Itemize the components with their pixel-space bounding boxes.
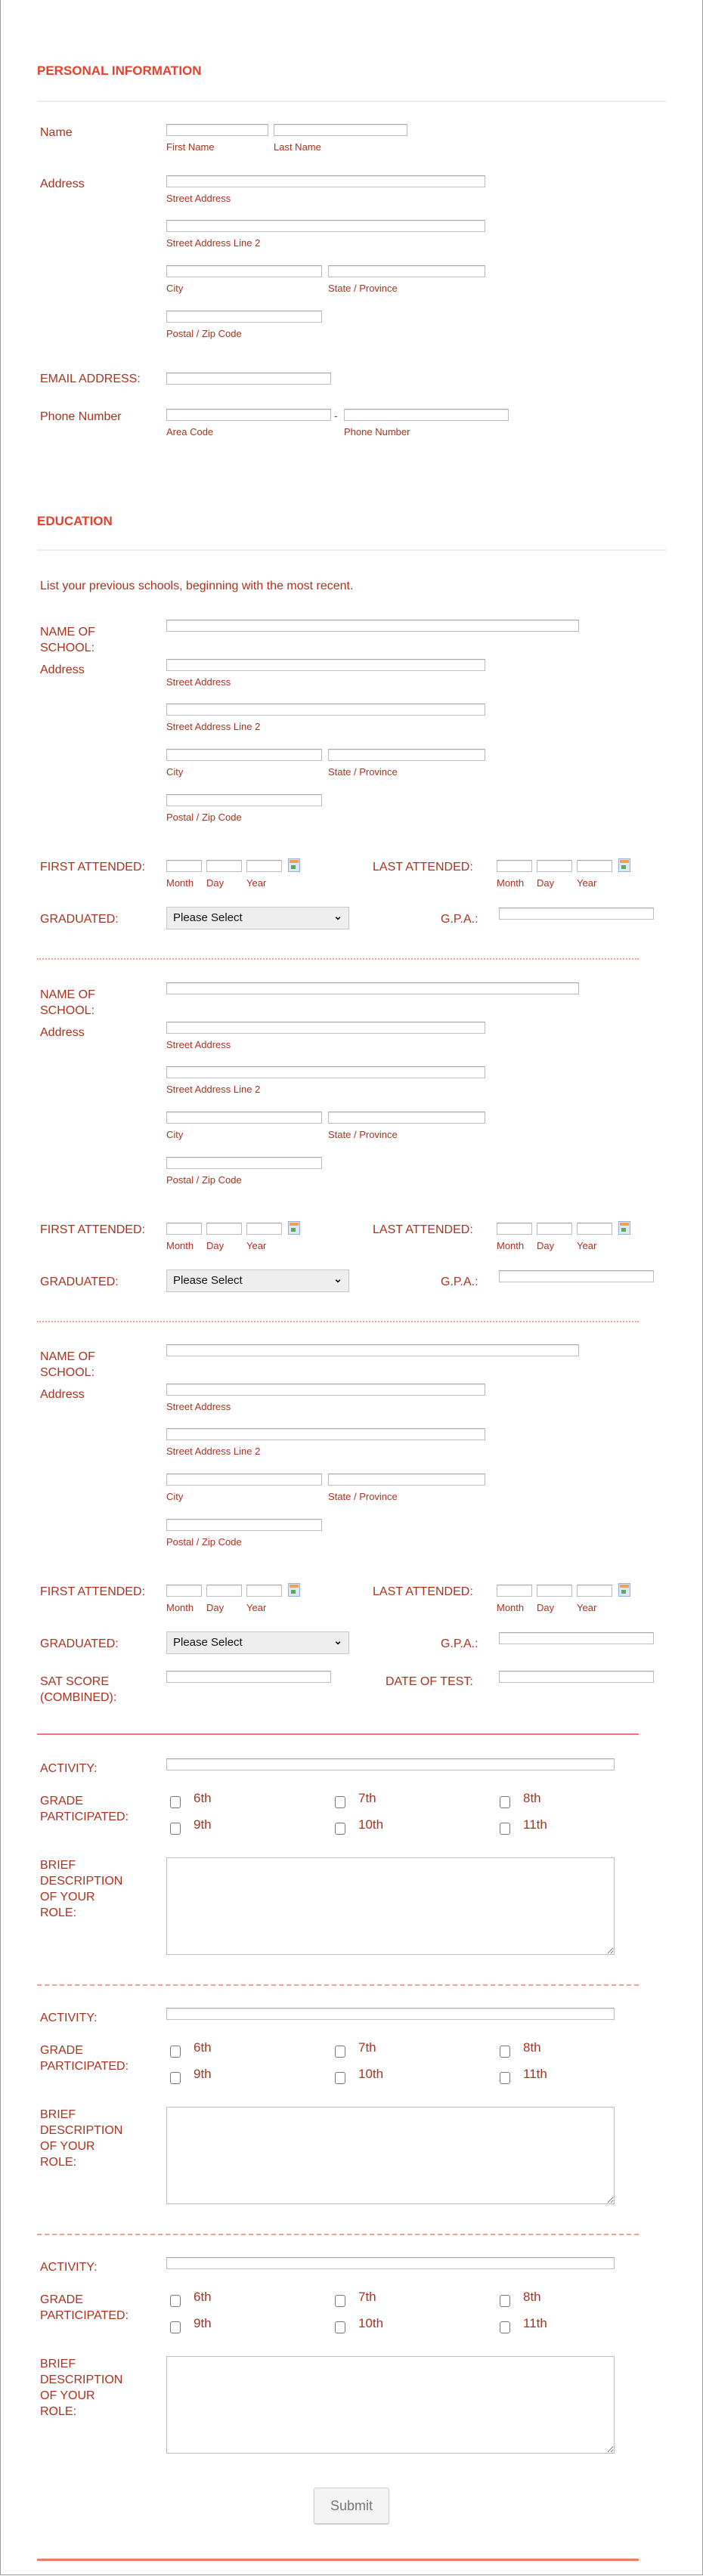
school-street-input[interactable] (166, 1022, 485, 1034)
grade-participated-label: GRADE PARTICIPATED: (40, 1795, 129, 1823)
grade-checkbox-11th[interactable] (500, 2072, 510, 2084)
school-state-input[interactable] (328, 749, 485, 761)
street-address-2-input[interactable] (166, 220, 485, 232)
grade-checkbox-6th[interactable] (170, 1796, 181, 1808)
last-attended-day-input[interactable] (537, 1223, 572, 1235)
calendar-icon[interactable] (288, 858, 300, 872)
year-sublabel: Year (246, 1240, 267, 1251)
grade-checkbox-label: 10th (358, 1817, 384, 1832)
state-input[interactable] (328, 265, 485, 277)
school-city-input[interactable] (166, 1112, 322, 1124)
first-attended-month-input[interactable] (166, 1585, 202, 1597)
role-description-label: BRIEF DESCRIPTION OF YOUR ROLE: (40, 2108, 123, 2169)
graduated-select[interactable] (166, 1269, 349, 1292)
grade-checkbox-label: 6th (194, 1791, 212, 1805)
last-name-input[interactable] (274, 124, 407, 136)
gpa-input[interactable] (499, 1270, 654, 1282)
email-input[interactable] (166, 373, 331, 385)
last-attended-month-input[interactable] (497, 1585, 532, 1597)
graduated-label: GRADUATED: (40, 913, 119, 926)
zip-sublabel: Postal / Zip Code (166, 812, 242, 823)
city-sublabel: City (166, 766, 184, 778)
grade-checkbox-label: 8th (523, 2290, 541, 2304)
day-sublabel: Day (206, 1240, 225, 1251)
grade-checkbox-10th[interactable] (335, 1823, 345, 1835)
school-zip-input[interactable] (166, 1519, 322, 1531)
education-intro: List your previous schools, beginning with the most recent. (40, 580, 354, 592)
education-end-separator (37, 1733, 639, 1735)
first-name-input[interactable] (166, 124, 268, 136)
state-sublabel: State / Province (328, 1491, 398, 1502)
activity-input[interactable] (166, 2257, 615, 2269)
grade-checkbox-8th[interactable] (500, 2295, 510, 2307)
grade-checkbox-10th[interactable] (335, 2321, 345, 2333)
state-sublabel: State / Province (328, 1129, 398, 1140)
calendar-icon[interactable] (618, 1583, 630, 1597)
grade-checkbox-label: 10th (358, 2067, 384, 2081)
first-attended-day-input[interactable] (206, 1223, 242, 1235)
state-sublabel: State / Province (328, 766, 398, 778)
grade-checkbox-9th[interactable] (170, 1823, 181, 1835)
city-sublabel: City (166, 1129, 184, 1140)
chevron-down-icon: ⌄ (333, 1273, 342, 1285)
grade-checkbox-label: 8th (523, 1791, 541, 1805)
grade-checkbox-11th[interactable] (500, 1823, 510, 1835)
grade-checkbox-label: 9th (194, 2316, 212, 2330)
grade-checkbox-7th[interactable] (335, 1796, 345, 1808)
last-attended-month-input[interactable] (497, 860, 532, 872)
grade-checkbox-label: 9th (194, 1817, 212, 1832)
graduated-select[interactable] (166, 907, 349, 929)
street-address-sublabel: Street Address (166, 676, 231, 688)
grade-checkbox-label: 7th (358, 2290, 376, 2304)
role-description-textarea[interactable] (166, 1857, 615, 1955)
graduated-select[interactable] (166, 1631, 349, 1654)
last-attended-label: LAST ATTENDED: (373, 1585, 473, 1598)
graduated-label: GRADUATED: (40, 1637, 119, 1650)
grade-checkbox-label: 11th (523, 1817, 547, 1832)
grade-checkbox-7th[interactable] (335, 2046, 345, 2058)
gpa-label: G.P.A.: (441, 1637, 478, 1650)
date-of-test-label: DATE OF TEST: (386, 1675, 473, 1688)
activity-label: ACTIVITY: (40, 2261, 98, 2274)
grade-checkbox-label: 6th (194, 2290, 212, 2304)
activity-input[interactable] (166, 2008, 615, 2020)
year-sublabel: Year (577, 1602, 597, 1613)
grade-checkbox-8th[interactable] (500, 2046, 510, 2058)
area-code-input[interactable] (166, 409, 331, 421)
day-sublabel: Day (206, 1602, 225, 1613)
grade-checkbox-9th[interactable] (170, 2321, 181, 2333)
footer-line (37, 2559, 639, 2561)
city-sublabel: City (166, 1491, 184, 1502)
zip-input[interactable] (166, 311, 322, 323)
grade-checkbox-label: 11th (523, 2067, 547, 2081)
first-attended-month-input[interactable] (166, 860, 202, 872)
last-attended-label: LAST ATTENDED: (373, 861, 473, 874)
last-attended-day-input[interactable] (537, 860, 572, 872)
graduated-select-value: Please Select (173, 1274, 243, 1287)
gpa-label: G.P.A.: (441, 1276, 478, 1288)
street-address-2-sublabel: Street Address Line 2 (166, 1084, 261, 1095)
role-description-textarea[interactable] (166, 2356, 615, 2454)
last-attended-year-input[interactable] (577, 860, 612, 872)
month-sublabel: Month (166, 877, 194, 889)
first-attended-label: FIRST ATTENDED: (40, 1223, 145, 1236)
chevron-down-icon: ⌄ (333, 1634, 342, 1647)
school-street-2-input[interactable] (166, 704, 485, 716)
last-attended-day-input[interactable] (537, 1585, 572, 1597)
name-label: Name (40, 126, 73, 139)
gpa-label: G.P.A.: (441, 913, 478, 926)
street-address-sublabel: Street Address (166, 1039, 231, 1050)
section-divider (37, 101, 666, 102)
section-heading-education: EDUCATION (37, 514, 113, 528)
graduated-select-value: Please Select (173, 911, 243, 924)
street-address-sublabel: Street Address (166, 193, 231, 204)
zip-sublabel: Postal / Zip Code (166, 1174, 242, 1186)
first-attended-month-input[interactable] (166, 1223, 202, 1235)
first-attended-year-input[interactable] (246, 1223, 282, 1235)
role-description-textarea[interactable] (166, 2107, 615, 2204)
section-heading-personal: PERSONAL INFORMATION (37, 63, 202, 78)
month-sublabel: Month (166, 1602, 194, 1613)
year-sublabel: Year (577, 1240, 597, 1251)
address-label: Address (40, 178, 85, 190)
grade-checkbox-9th[interactable] (170, 2072, 181, 2084)
calendar-icon[interactable] (288, 1221, 300, 1235)
gpa-input[interactable] (499, 1632, 654, 1644)
year-sublabel: Year (577, 877, 597, 889)
school-name-label: NAME OF SCHOOL: (40, 1350, 95, 1379)
activity-input[interactable] (166, 1758, 615, 1770)
first-attended-day-input[interactable] (206, 1585, 242, 1597)
sat-score-label: SAT SCORE (COMBINED): (40, 1675, 117, 1704)
date-of-test-input[interactable] (499, 1671, 654, 1683)
grade-checkbox-6th[interactable] (170, 2295, 181, 2307)
street-address-sublabel: Street Address (166, 1401, 231, 1412)
grade-checkbox-label: 10th (358, 2316, 384, 2330)
school-street-2-input[interactable] (166, 1428, 485, 1440)
school-name-input[interactable] (166, 1344, 579, 1356)
grade-checkbox-7th[interactable] (335, 2295, 345, 2307)
first-attended-label: FIRST ATTENDED: (40, 1585, 145, 1598)
last-attended-year-input[interactable] (577, 1223, 612, 1235)
school-address-label: Address (40, 663, 85, 676)
activity-separator (37, 1984, 639, 1986)
phone-label: Phone Number (40, 410, 122, 423)
school-state-input[interactable] (328, 1474, 485, 1486)
street-address-2-sublabel: Street Address Line 2 (166, 1446, 261, 1457)
last-name-sublabel: Last Name (274, 141, 321, 153)
month-sublabel: Month (166, 1240, 194, 1251)
state-sublabel: State / Province (328, 283, 398, 294)
grade-checkbox-6th[interactable] (170, 2046, 181, 2058)
school-separator (37, 1321, 639, 1322)
year-sublabel: Year (246, 1602, 267, 1613)
chevron-down-icon: ⌄ (333, 910, 342, 922)
school-name-label: NAME OF SCHOOL: (40, 626, 95, 654)
email-label: EMAIL ADDRESS: (40, 373, 141, 385)
school-address-label: Address (40, 1026, 85, 1039)
first-name-sublabel: First Name (166, 141, 215, 153)
sat-score-input[interactable] (166, 1671, 331, 1683)
grade-checkbox-label: 11th (523, 2316, 547, 2330)
month-sublabel: Month (497, 1602, 525, 1613)
role-description-label: BRIEF DESCRIPTION OF YOUR ROLE: (40, 2358, 123, 2418)
street-address-2-sublabel: Street Address Line 2 (166, 237, 261, 249)
gpa-input[interactable] (499, 908, 654, 920)
grade-participated-label: GRADE PARTICIPATED: (40, 2293, 129, 2322)
grade-checkbox-label: 8th (523, 2040, 541, 2055)
school-name-label: NAME OF SCHOOL: (40, 988, 95, 1017)
grade-participated-label: GRADE PARTICIPATED: (40, 2044, 129, 2073)
grade-checkbox-11th[interactable] (500, 2321, 510, 2333)
grade-checkbox-label: 9th (194, 2067, 212, 2081)
zip-sublabel: Postal / Zip Code (166, 1536, 242, 1548)
city-sublabel: City (166, 283, 184, 294)
activity-separator (37, 2234, 639, 2235)
year-sublabel: Year (246, 877, 267, 889)
school-city-input[interactable] (166, 749, 322, 761)
area-code-sublabel: Area Code (166, 426, 214, 438)
school-address-label: Address (40, 1388, 85, 1401)
first-attended-label: FIRST ATTENDED: (40, 861, 145, 874)
phone-dash: - (334, 410, 338, 422)
graduated-label: GRADUATED: (40, 1276, 119, 1288)
street-address-2-sublabel: Street Address Line 2 (166, 721, 261, 732)
school-name-input[interactable] (166, 620, 579, 632)
zip-sublabel: Postal / Zip Code (166, 328, 242, 339)
day-sublabel: Day (206, 877, 225, 889)
school-state-input[interactable] (328, 1112, 485, 1124)
grade-checkbox-label: 6th (194, 2040, 212, 2055)
role-description-label: BRIEF DESCRIPTION OF YOUR ROLE: (40, 1859, 123, 1919)
grade-checkbox-label: 7th (358, 1791, 376, 1805)
first-attended-day-input[interactable] (206, 860, 242, 872)
calendar-icon[interactable] (618, 1221, 630, 1235)
last-attended-label: LAST ATTENDED: (373, 1223, 473, 1236)
school-separator (37, 958, 639, 960)
calendar-icon[interactable] (288, 1583, 300, 1597)
day-sublabel: Day (537, 1602, 555, 1613)
activity-label: ACTIVITY: (40, 2012, 98, 2024)
city-input[interactable] (166, 265, 322, 277)
school-street-input[interactable] (166, 1384, 485, 1396)
first-attended-year-input[interactable] (246, 1585, 282, 1597)
school-zip-input[interactable] (166, 794, 322, 806)
school-street-input[interactable] (166, 659, 485, 671)
school-zip-input[interactable] (166, 1157, 322, 1169)
street-address-input[interactable] (166, 175, 485, 187)
grade-checkbox-10th[interactable] (335, 2072, 345, 2084)
day-sublabel: Day (537, 1240, 555, 1251)
month-sublabel: Month (497, 877, 525, 889)
calendar-icon[interactable] (618, 858, 630, 872)
last-attended-year-input[interactable] (577, 1585, 612, 1597)
grade-checkbox-label: 7th (358, 2040, 376, 2055)
first-attended-year-input[interactable] (246, 860, 282, 872)
submit-button[interactable]: Submit (314, 2488, 389, 2524)
graduated-select-value: Please Select (173, 1636, 243, 1649)
school-city-input[interactable] (166, 1474, 322, 1486)
grade-checkbox-8th[interactable] (500, 1796, 510, 1808)
last-attended-month-input[interactable] (497, 1223, 532, 1235)
phone-number-input[interactable] (344, 409, 509, 421)
school-name-input[interactable] (166, 982, 579, 994)
activity-label: ACTIVITY: (40, 1762, 98, 1775)
section-divider (37, 549, 666, 551)
month-sublabel: Month (497, 1240, 525, 1251)
phone-number-sublabel: Phone Number (344, 426, 410, 438)
school-street-2-input[interactable] (166, 1066, 485, 1078)
day-sublabel: Day (537, 877, 555, 889)
